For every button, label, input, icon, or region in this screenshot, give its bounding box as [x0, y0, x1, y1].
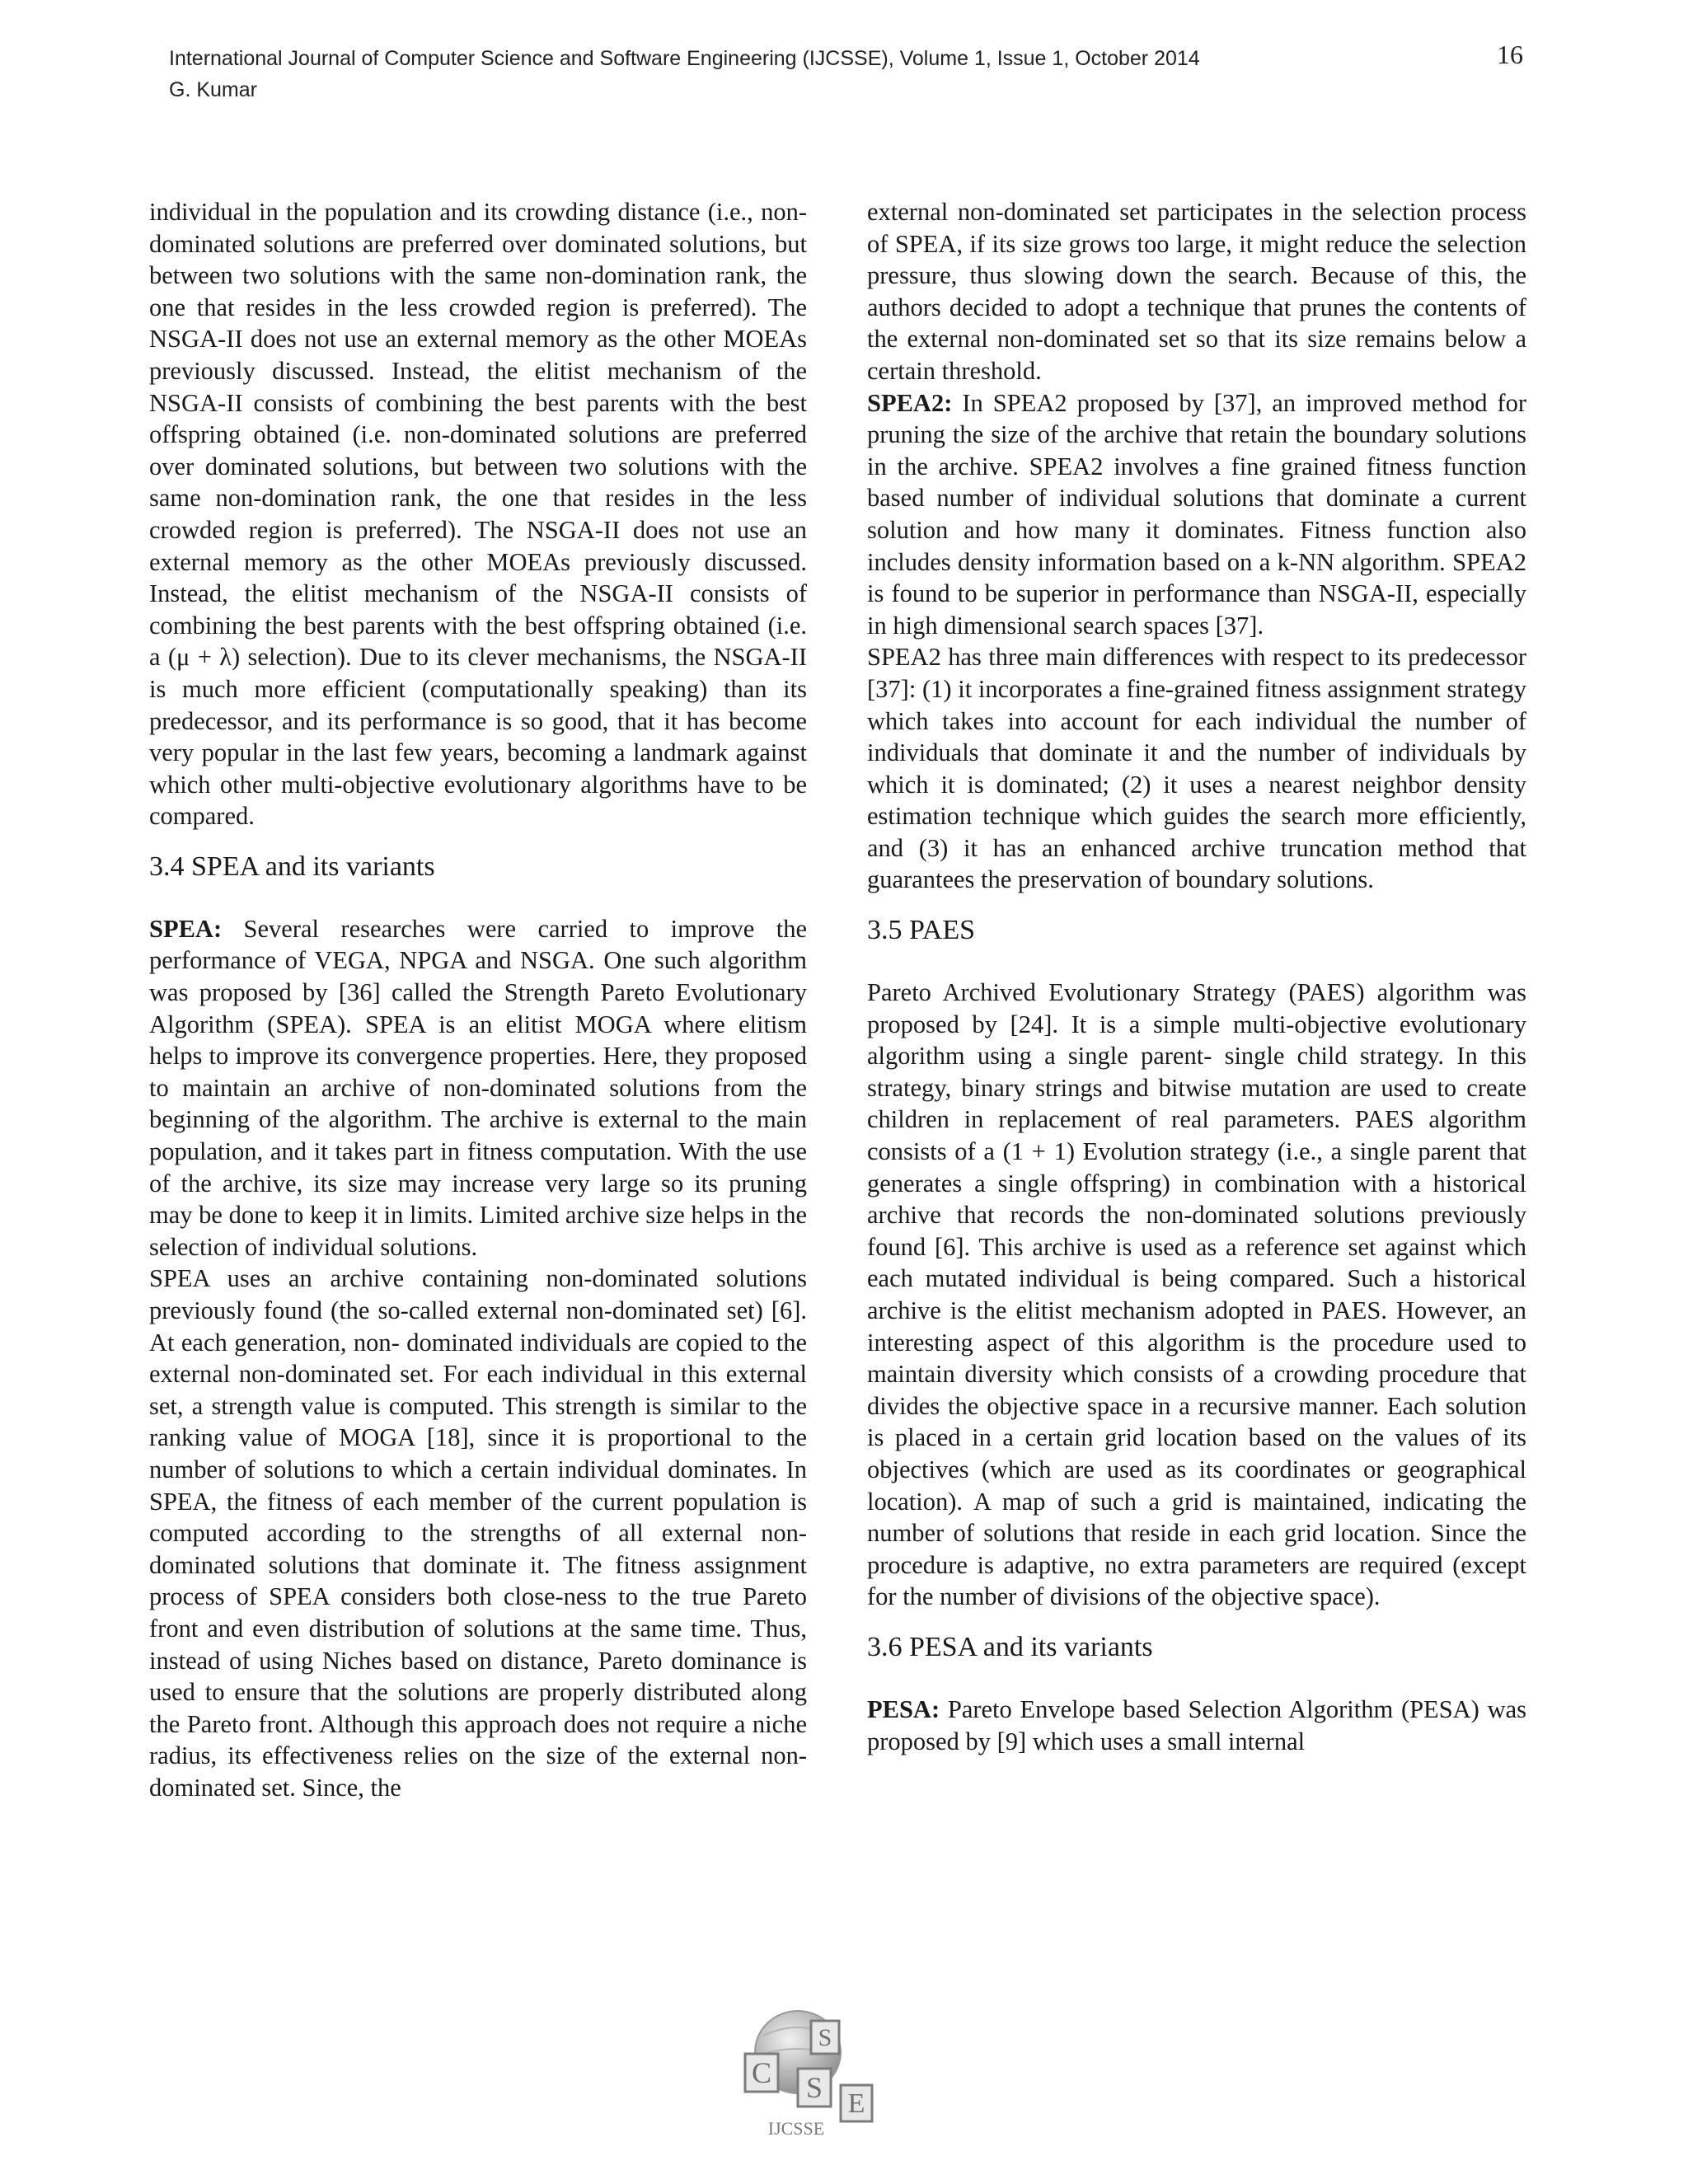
author-name: G. Kumar: [169, 78, 257, 101]
paragraph: SPEA uses an archive containing non-dominated solutions previously found (the so-called external non-dominated set) [6]. At each generation, non- dominated individuals are copied to the external non-dominated set. For each individual in this external set, a strength value is computed. This strength is similar to the ranking value of MOGA [18], since it is proportional to the number of solutions to which a certain individual dominates. In SPEA, the fitness of each member of the current population is computed according to the strengths of all external non- dominated solutions that dominate it. The fitness assignment process of SPEA considers both close-ness to the true Pareto front and even distribution of solutions at the same time. Thus, instead of using Niches based on distance, Pareto dominance is used to ensure that the solutions are properly distributed along the Pareto front. Although this approach does not require a niche radius, its effectiveness relies on the size of the external non-dominated set. Since, the: [149, 1264, 807, 1802]
paragraph: individual in the population and its crowding distance (i.e., non-dominated solutions are preferred over dominated solutions, but between two solutions with the same non-domination rank, the one that resides in the less crowded region is preferred). The NSGA-II does not use an external memory as the other MOEAs previously discussed. Instead, the elitist mechanism of the NSGA-II consists of combining the best parents with the best offspring obtained (i.e. non-dominated solutions are preferred over dominated solutions, but between two solutions with the same non-domination rank, the one that resides in the less crowded region is preferred). The NSGA-II does not use an external memory as the other MOEAs previously discussed. Instead, the elitist mechanism of the NSGA-II consists of combining the best parents with the best offspring obtained (i.e. a (μ + λ) selection). Due to its clever mechanisms, the NSGA-II is much more efficient (computationally speaking) than its predecessor, and its performance is so good, that it has become very popular in the last few years, becoming a landmark against which other multi-objective evolutionary algorithms have to be compared.: [149, 198, 807, 831]
ijcsse-logo: [730, 2003, 887, 2141]
paragraph-text: Several researches were carried to improve the performance of VEGA, NPGA and NSGA. One such algorithm was proposed by [36] called the Strength Pareto Evolutionary Algorithm (SPEA). SPEA is an elitist MOGA where elitism helps to improve its convergence properties. Here, they proposed to maintain an archive of non-dominated solutions from the beginning of the algorithm. The archive is external to the main population, and it takes part in fitness computation. With the use of the archive, its size may increase very large so its pruning may be done to keep it in limits. Limited archive size helps in the selection of individual solutions.: [149, 914, 807, 1261]
section-heading: 3.5 PAES: [867, 915, 976, 946]
logo-caption: IJCSSE: [767, 2118, 825, 2139]
left-column: [149, 196, 807, 1804]
run-in-label: SPEA2:: [867, 388, 953, 417]
paragraph: [149, 913, 807, 1263]
run-in-label: SPEA:: [149, 914, 223, 943]
paragraph: external non-dominated set participates in the selection process of SPEA, if its size grows too large, it might reduce the selection pressure, thus slowing down the search. Because of this, the authors decided to adopt a technique that prunes the contents of the external non-dominated set so that its size remains below a certain threshold.: [867, 198, 1526, 385]
journal-title: International Journal of Computer Science and Software Engineering (IJCSSE), Volume 1, Issue 1, October 2014: [169, 47, 1200, 70]
paragraph: [867, 387, 1526, 642]
running-header: [169, 43, 1521, 105]
run-in-label: PESA:: [867, 1694, 940, 1723]
paragraph-text: In SPEA2 proposed by [37], an improved method for pruning the size of the archive that retain the boundary solutions in the archive. SPEA2 involves a fine grained fitness function based number of individual solutions that dominate a current solution and how many it dominates. Fitness function also includes density information based on a k-NN algorithm. SPEA2 is found to be superior in performance than NSGA-II, especially in high dimensional search spaces [37].: [867, 388, 1526, 640]
paragraph: [867, 1694, 1526, 1757]
right-column: [867, 196, 1526, 1757]
section-heading: 3.6 PESA and its variants: [867, 1631, 1153, 1662]
paragraph: Pareto Archived Evolutionary Strategy (PAES) algorithm was proposed by [24]. It is a simple multi-objective evolutionary algorithm using a single parent- single child strategy. In this strategy, binary strings and bitwise mutation are used to create children in replacement of real parameters. PAES algorithm consists of a (1 + 1) Evolution strategy (i.e., a single parent that generates a single offspring) in combination with a historical archive that records the non-dominated solutions previously found [6]. This archive is used as a reference set against which each mutated individual is being compared. Such a historical archive is the elitist mechanism adopted in PAES. However, an interesting aspect of this algorithm is the procedure used to maintain diversity which consists of a crowding procedure that divides the objective space in a recursive manner. Each solution is placed in a certain grid location based on the values of its objectives (which are used as its coordinates or geographical location). A map of such a grid is maintained, indicating the number of solutions that reside in each grid location. Since the procedure is adaptive, no extra parameters are required (except for the number of divisions of the objective space).: [867, 978, 1526, 1611]
logo-letter: S: [818, 2024, 832, 2051]
paragraph: SPEA2 has three main differences with respect to its predecessor [37]: (1) it incorporates a fine-grained fitness assignment strategy which takes into account for each individual the number of individuals that dominate it and the number of individuals by which it is dominated; (2) it uses a nearest neighbor density estimation technique which guides the search more efficiently, and (3) it has an enhanced archive truncation method that guarantees the preservation of boundary solutions.: [867, 643, 1526, 894]
logo-letter: E: [847, 2088, 865, 2119]
paragraph-text: Pareto Envelope based Selection Algorithm (PESA) was proposed by [9] which uses a small internal: [867, 1694, 1526, 1755]
logo-letter: C: [751, 2056, 772, 2089]
section-heading: 3.4 SPEA and its variants: [149, 851, 435, 882]
page-number: 16: [1497, 40, 1523, 69]
logo-letter: S: [805, 2071, 823, 2104]
